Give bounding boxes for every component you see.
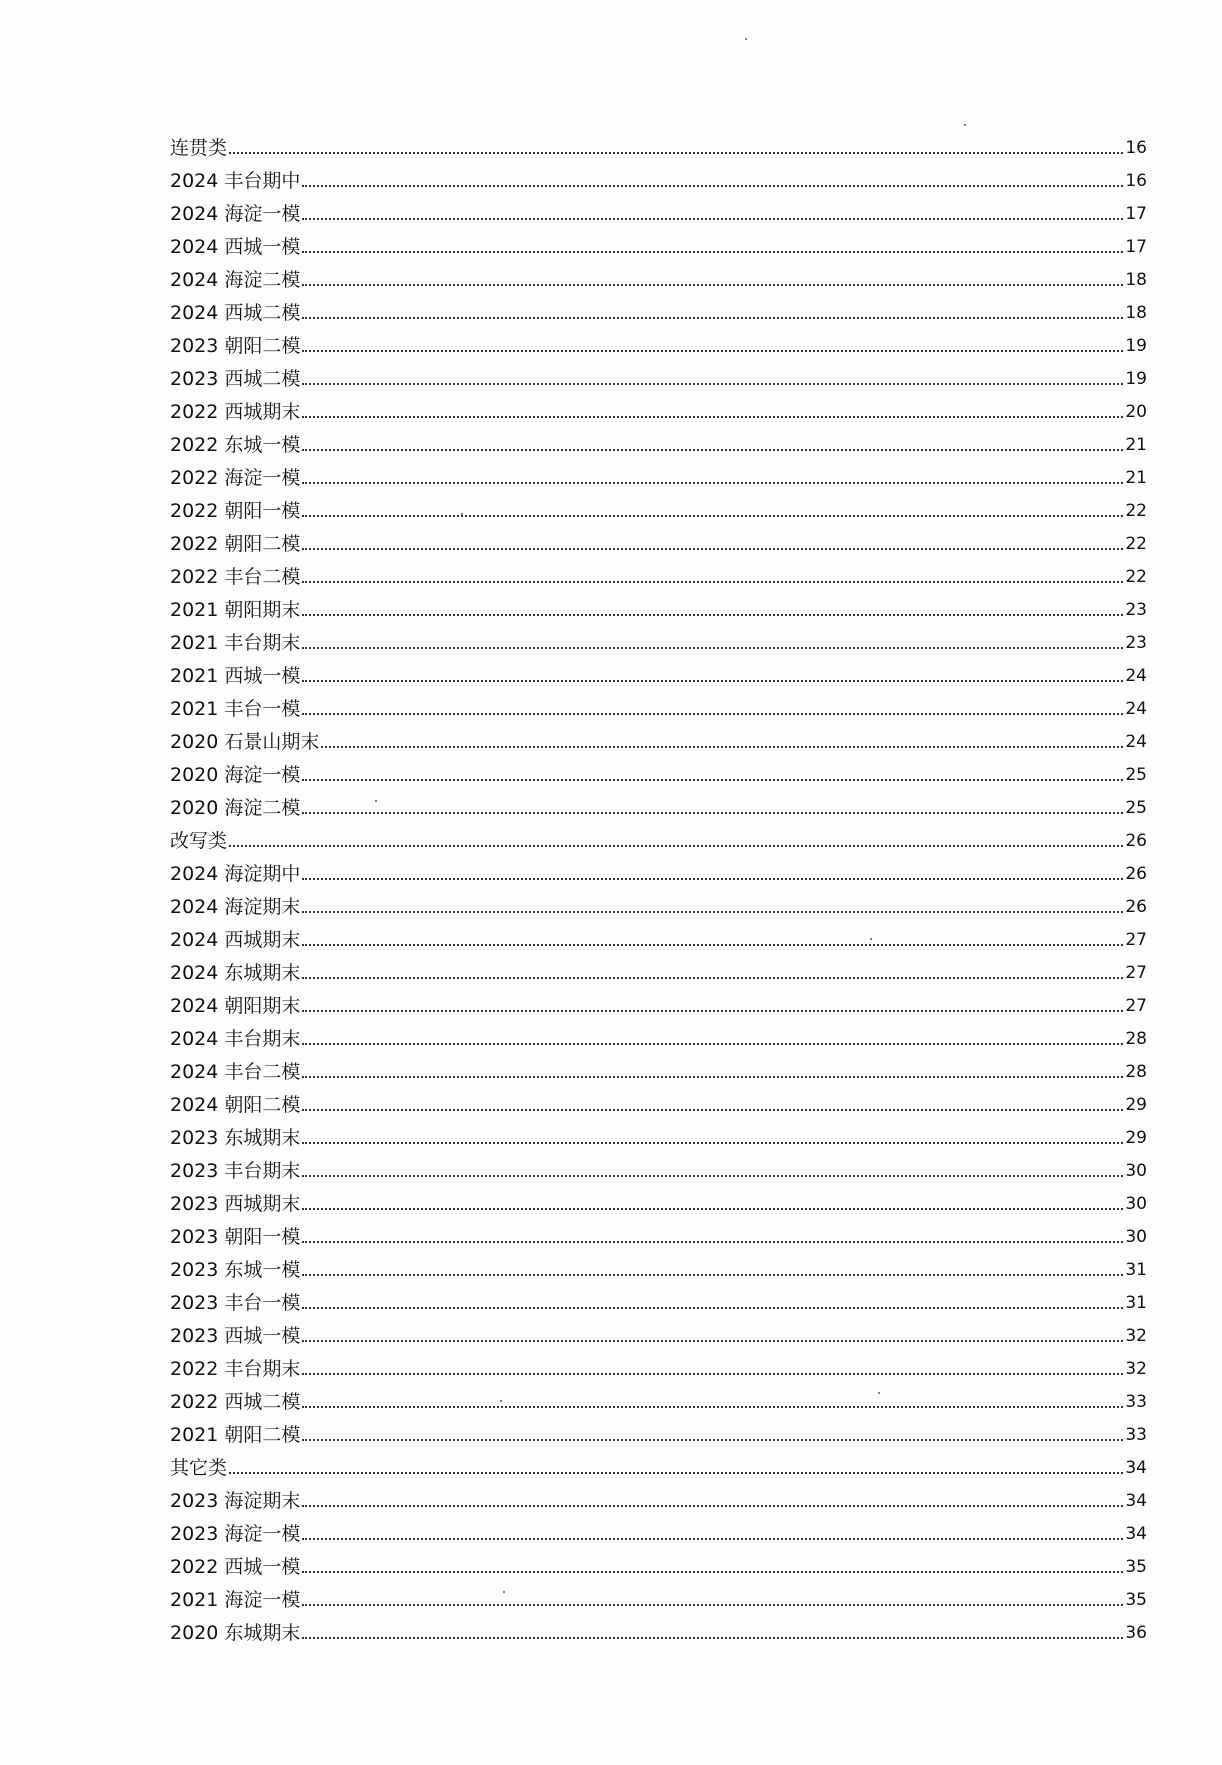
toc-entry-page-number: 24 <box>1125 732 1147 752</box>
toc-entry-title: 2024 海淀期末 <box>170 896 301 918</box>
toc-entry-title: 2023 丰台一模 <box>170 1292 301 1314</box>
toc-dot-leader <box>302 1208 1123 1210</box>
toc-dot-leader <box>302 1241 1123 1243</box>
toc-entry[interactable] <box>170 1446 1147 1479</box>
toc-entry-title: 2024 西城期末 <box>170 929 301 951</box>
toc-entry-title: 2024 丰台期末 <box>170 1028 301 1050</box>
toc-entry[interactable] <box>170 951 1147 984</box>
toc-entry-title: 2023 西城二模 <box>170 368 301 390</box>
toc-entry-title: 2022 西城一模 <box>170 1556 301 1578</box>
toc-entry-page-number: 18 <box>1125 303 1147 323</box>
toc-entry-title: 2023 朝阳二模 <box>170 335 301 357</box>
toc-entry-page-number: 25 <box>1125 765 1147 785</box>
toc-entry[interactable] <box>170 489 1147 522</box>
toc-entry-title: 2021 丰台一模 <box>170 698 301 720</box>
toc-entry-page-number: 19 <box>1125 336 1147 356</box>
toc-entry-page-number: 24 <box>1125 699 1147 719</box>
toc-entry-title: 其它类 <box>170 1457 228 1479</box>
toc-entry-title: 2024 海淀一模 <box>170 203 301 225</box>
toc-entry-page-number: 25 <box>1125 798 1147 818</box>
toc-entry-title: 2022 西城二模 <box>170 1391 301 1413</box>
toc-dot-leader <box>302 1175 1123 1177</box>
toc-dot-leader <box>302 977 1123 979</box>
toc-entry-page-number: 34 <box>1125 1524 1147 1544</box>
toc-entry-title: 2024 海淀期中 <box>170 863 301 885</box>
toc-entry-title: 2021 朝阳期末 <box>170 599 301 621</box>
toc-entry-title: 2024 西城一模 <box>170 236 301 258</box>
toc-entry[interactable] <box>170 1215 1147 1248</box>
toc-entry-page-number: 19 <box>1125 369 1147 389</box>
toc-entry-title: 2021 海淀一模 <box>170 1589 301 1611</box>
toc-dot-leader <box>302 581 1123 583</box>
toc-entry[interactable] <box>170 1248 1147 1281</box>
toc-dot-leader <box>302 614 1123 616</box>
toc-entry[interactable] <box>170 324 1147 357</box>
toc-dot-leader <box>302 1340 1123 1342</box>
toc-entry[interactable] <box>170 1281 1147 1314</box>
toc-entry-title: 2020 石景山期末 <box>170 731 320 753</box>
toc-dot-leader <box>302 1505 1123 1507</box>
toc-entry[interactable] <box>170 192 1147 225</box>
toc-entry[interactable] <box>170 1479 1147 1512</box>
toc-entry-page-number: 33 <box>1125 1425 1147 1445</box>
toc-dot-leader <box>302 911 1123 913</box>
toc-dot-leader <box>302 779 1123 781</box>
toc-entry-title: 2021 丰台期末 <box>170 632 301 654</box>
toc-entry-page-number: 35 <box>1125 1590 1147 1610</box>
toc-entry-title: 2023 东城期末 <box>170 1127 301 1149</box>
toc-entry-page-number: 29 <box>1125 1095 1147 1115</box>
toc-dot-leader <box>302 548 1123 550</box>
toc-entry[interactable] <box>170 885 1147 918</box>
toc-entry-title: 2023 朝阳一模 <box>170 1226 301 1248</box>
toc-entry[interactable] <box>170 291 1147 324</box>
toc-entry[interactable] <box>170 1512 1147 1545</box>
scan-speck <box>745 38 747 40</box>
toc-entry[interactable] <box>170 423 1147 456</box>
toc-dot-leader <box>302 812 1123 814</box>
toc-entry-page-number: 33 <box>1125 1392 1147 1412</box>
toc-entry[interactable] <box>170 1149 1147 1182</box>
toc-entry-page-number: 28 <box>1125 1062 1147 1082</box>
toc-entry[interactable] <box>170 852 1147 885</box>
toc-dot-leader <box>229 1472 1123 1474</box>
toc-entry-page-number: 27 <box>1125 930 1147 950</box>
toc-dot-leader <box>302 680 1123 682</box>
toc-dot-leader <box>302 482 1123 484</box>
toc-entry-page-number: 30 <box>1125 1227 1147 1247</box>
toc-entry[interactable] <box>170 390 1147 423</box>
toc-entry-page-number: 16 <box>1125 138 1147 158</box>
toc-dot-leader <box>302 1406 1123 1408</box>
toc-entry-page-number: 17 <box>1125 237 1147 257</box>
toc-dot-leader <box>229 152 1123 154</box>
toc-entry-title: 2020 海淀一模 <box>170 764 301 786</box>
toc-entry-title: 2024 东城期末 <box>170 962 301 984</box>
toc-dot-leader <box>302 1373 1123 1375</box>
toc-entry[interactable] <box>170 555 1147 588</box>
toc-dot-leader <box>302 1538 1123 1540</box>
toc-entry-title: 2021 西城一模 <box>170 665 301 687</box>
toc-entry-title: 2022 东城一模 <box>170 434 301 456</box>
toc-entry-title: 2023 海淀期末 <box>170 1490 301 1512</box>
toc-entry-title: 2023 西城期末 <box>170 1193 301 1215</box>
toc-entry-page-number: 27 <box>1125 996 1147 1016</box>
toc-entry-page-number: 28 <box>1125 1029 1147 1049</box>
toc-entry-title: 2020 东城期末 <box>170 1622 301 1644</box>
toc-dot-leader <box>302 317 1123 319</box>
toc-dot-leader <box>321 746 1123 748</box>
toc-entry-title: 2024 丰台二模 <box>170 1061 301 1083</box>
toc-entry[interactable] <box>170 159 1147 192</box>
toc-entry[interactable] <box>170 1083 1147 1116</box>
toc-dot-leader <box>302 1109 1123 1111</box>
toc-entry[interactable] <box>170 1545 1147 1578</box>
toc-dot-leader <box>302 1637 1123 1639</box>
toc-entry[interactable] <box>170 126 1147 159</box>
toc-dot-leader <box>302 1571 1123 1573</box>
toc-entry-title: 2024 朝阳二模 <box>170 1094 301 1116</box>
toc-entry-page-number: 26 <box>1125 897 1147 917</box>
toc-dot-leader <box>302 1439 1123 1441</box>
toc-dot-leader <box>302 1604 1123 1606</box>
toc-entry-title: 2023 丰台期末 <box>170 1160 301 1182</box>
toc-entry-page-number: 35 <box>1125 1557 1147 1577</box>
toc-entry-title: 2020 海淀二模 <box>170 797 301 819</box>
toc-entry[interactable] <box>170 522 1147 555</box>
toc-dot-leader <box>302 1010 1123 1012</box>
toc-entry-title: 2023 西城一模 <box>170 1325 301 1347</box>
toc-entry-page-number: 21 <box>1125 435 1147 455</box>
toc-entry-page-number: 22 <box>1125 534 1147 554</box>
toc-entry[interactable] <box>170 1611 1147 1644</box>
toc-entry[interactable] <box>170 1017 1147 1050</box>
toc-dot-leader <box>302 878 1123 880</box>
toc-dot-leader <box>302 713 1123 715</box>
toc-entry[interactable] <box>170 357 1147 390</box>
toc-entry-title: 2024 西城二模 <box>170 302 301 324</box>
toc-entry-page-number: 30 <box>1125 1194 1147 1214</box>
toc-entry[interactable] <box>170 1578 1147 1611</box>
toc-entry-title: 连贯类 <box>170 137 228 159</box>
toc-dot-leader <box>302 449 1123 451</box>
toc-entry-page-number: 23 <box>1125 600 1147 620</box>
toc-entry[interactable] <box>170 1347 1147 1380</box>
toc-dot-leader <box>302 1043 1123 1045</box>
toc-entry[interactable] <box>170 918 1147 951</box>
toc-entry-page-number: 21 <box>1125 468 1147 488</box>
toc-entry-title: 2022 海淀一模 <box>170 467 301 489</box>
toc-entry[interactable] <box>170 1116 1147 1149</box>
toc-entry-title: 2022 朝阳一模 <box>170 500 301 522</box>
toc-entry[interactable] <box>170 258 1147 291</box>
toc-entry-page-number: 22 <box>1125 501 1147 521</box>
toc-entry-page-number: 30 <box>1125 1161 1147 1181</box>
toc-entry-page-number: 17 <box>1125 204 1147 224</box>
toc-entry-title: 2022 丰台二模 <box>170 566 301 588</box>
toc-dot-leader <box>302 647 1123 649</box>
toc-entry[interactable] <box>170 1380 1147 1413</box>
toc-entry-page-number: 26 <box>1125 831 1147 851</box>
toc-entry-title: 2024 丰台期中 <box>170 170 301 192</box>
toc-entry[interactable] <box>170 819 1147 852</box>
toc-entry-title: 2023 东城一模 <box>170 1259 301 1281</box>
toc-entry-page-number: 32 <box>1125 1326 1147 1346</box>
toc-dot-leader <box>302 284 1123 286</box>
toc-dot-leader <box>302 1274 1123 1276</box>
toc-entry-page-number: 18 <box>1125 270 1147 290</box>
toc-entry[interactable] <box>170 654 1147 687</box>
toc-entry-page-number: 16 <box>1125 171 1147 191</box>
toc-entry-page-number: 27 <box>1125 963 1147 983</box>
toc-entry-title: 2024 海淀二模 <box>170 269 301 291</box>
toc-entry-page-number: 34 <box>1125 1458 1147 1478</box>
toc-dot-leader <box>302 416 1123 418</box>
toc-dot-leader <box>302 1142 1123 1144</box>
toc-entry[interactable] <box>170 1050 1147 1083</box>
toc-entry-page-number: 22 <box>1125 567 1147 587</box>
toc-entry[interactable] <box>170 984 1147 1017</box>
toc-entry[interactable] <box>170 1413 1147 1446</box>
toc-dot-leader <box>302 515 1123 517</box>
toc-entry-page-number: 32 <box>1125 1359 1147 1379</box>
toc-entry[interactable] <box>170 225 1147 258</box>
toc-entry[interactable] <box>170 456 1147 489</box>
toc-entry[interactable] <box>170 1314 1147 1347</box>
toc-entry-page-number: 31 <box>1125 1293 1147 1313</box>
toc-dot-leader <box>302 1076 1123 1078</box>
toc-entry-page-number: 29 <box>1125 1128 1147 1148</box>
toc-entry-page-number: 34 <box>1125 1491 1147 1511</box>
toc-entry[interactable] <box>170 1182 1147 1215</box>
toc-dot-leader <box>302 944 1123 946</box>
toc-dot-leader <box>302 1307 1123 1309</box>
toc-entry-title: 2021 朝阳二模 <box>170 1424 301 1446</box>
toc-dot-leader <box>302 185 1123 187</box>
toc-entry-page-number: 31 <box>1125 1260 1147 1280</box>
toc-entry-page-number: 36 <box>1125 1623 1147 1643</box>
table-of-contents <box>170 126 1147 1644</box>
toc-dot-leader <box>302 350 1123 352</box>
toc-entry[interactable] <box>170 687 1147 720</box>
toc-entry-page-number: 23 <box>1125 633 1147 653</box>
toc-dot-leader <box>229 845 1123 847</box>
toc-entry-page-number: 26 <box>1125 864 1147 884</box>
toc-dot-leader <box>302 251 1123 253</box>
toc-entry-title: 改写类 <box>170 830 228 852</box>
toc-entry-title: 2022 朝阳二模 <box>170 533 301 555</box>
toc-dot-leader <box>302 218 1123 220</box>
toc-entry-title: 2022 丰台期末 <box>170 1358 301 1380</box>
toc-entry-title: 2024 朝阳期末 <box>170 995 301 1017</box>
toc-entry-title: 2022 西城期末 <box>170 401 301 423</box>
toc-entry-page-number: 24 <box>1125 666 1147 686</box>
toc-entry[interactable] <box>170 621 1147 654</box>
toc-entry-page-number: 20 <box>1125 402 1147 422</box>
toc-dot-leader <box>302 383 1123 385</box>
toc-entry[interactable] <box>170 720 1147 753</box>
toc-entry[interactable] <box>170 588 1147 621</box>
toc-entry[interactable] <box>170 786 1147 819</box>
toc-entry[interactable] <box>170 753 1147 786</box>
toc-entry-title: 2023 海淀一模 <box>170 1523 301 1545</box>
